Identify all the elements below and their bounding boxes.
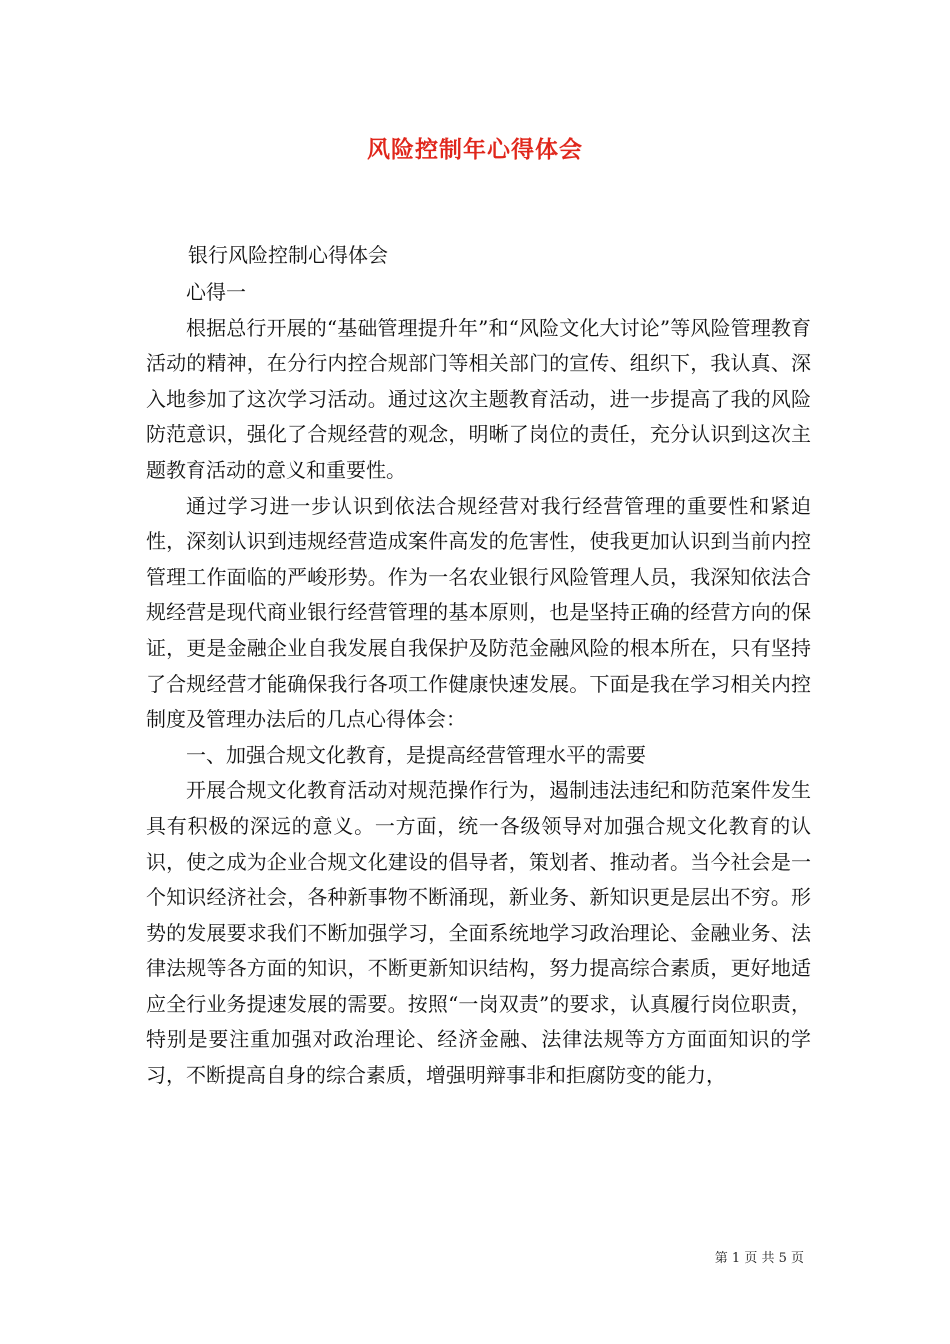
paragraph: 通过学习进一步认识到依法合规经营对我行经营管理的重要性和紧迫性，深刻认识到违规经营造成案件高发的危害性，使我更加认识到当前内控管理工作面临的严峻形势。作为一名农业银行风险管理人员，我深知依法合规经营是现代商业银行经营管理的基本原则，也是坚持正确的经营方向的保证，更是金融企业自我发展自我保护及防范金融风险的根本所在，只有坚持了合规经营才能确保我行各项工作健康快速发展。下面是我在学习相关内控制度及管理办法后的几点心得体会： — [146, 493, 811, 732]
document-subtitle: 银行风险控制心得体会 — [188, 243, 388, 267]
section-heading: 一、加强合规文化教育，是提高经营管理水平的需要 — [186, 742, 646, 767]
document-body — [146, 275, 811, 1094]
page-number: 第 1 页 共 5 页 — [714, 1251, 804, 1266]
section-label: 心得一 — [186, 280, 246, 304]
paragraph: 开展合规文化教育活动对规范操作行为，遏制违法违纪和防范案件发生具有积极的深远的意义。一方面，统一各级领导对加强合规文化教育的认识，使之成为企业合规文化建设的倡导者，策划者、推动者。当今社会是一个知识经济社会，各种新事物不断涌现，新业务、新知识更是层出不穷。形势的发展要求我们不断加强学习，全面系统地学习政治理论、金融业务、法律法规等各方面的知识，不断更新知识结构，努力提高综合素质，更好地适应全行业务提速发展的需要。按照“一岗双责”的要求，认真履行岗位职责，特别是要注重加强对政治理论、经济金融、法律法规等方方面面知识的学习，不断提高自身的综合素质，增强明辩事非和拒腐防变的能力， — [146, 778, 811, 1088]
document-title: 风险控制年心得体会 — [367, 136, 583, 163]
paragraph: 根据总行开展的“基础管理提升年”和“风险文化大讨论”等风险管理教育活动的精神，在分行内控合规部门等相关部门的宣传、组织下，我认真、深入地参加了这次学习活动。通过这次主题教育活动，进一步提高了我的风险防范意识，强化了合规经营的观念，明晰了岗位的责任，充分认识到这次主题教育活动的意义和重要性。 — [146, 315, 811, 482]
